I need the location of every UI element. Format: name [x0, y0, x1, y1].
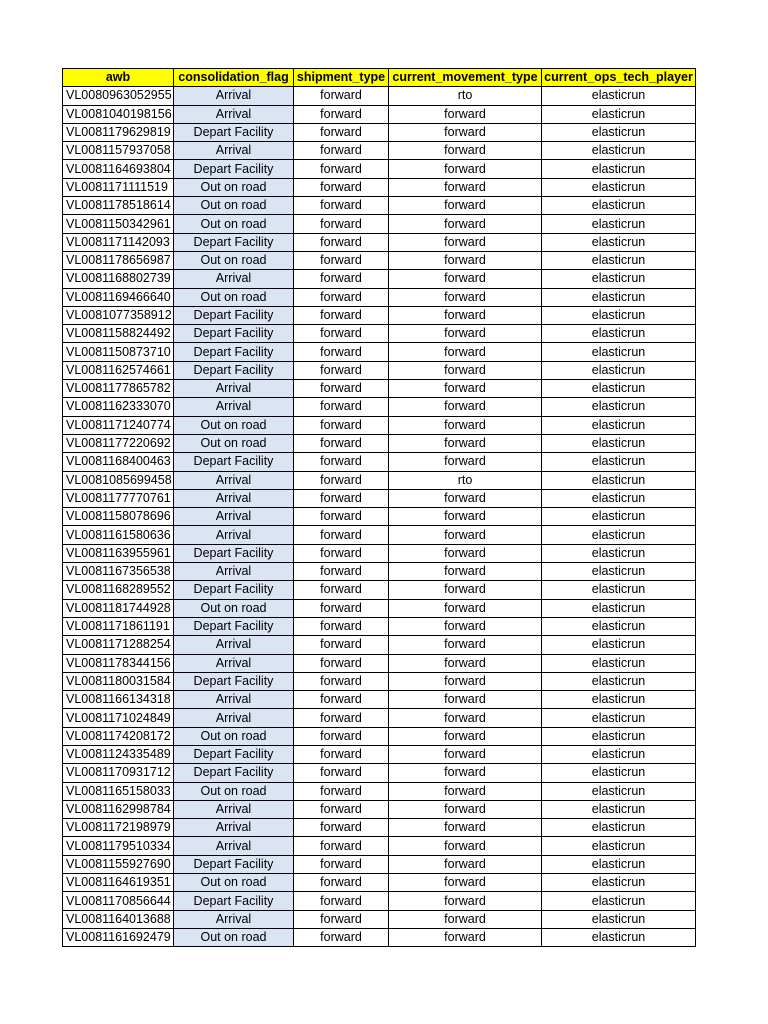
awb-cell: VL0081167356538 — [63, 563, 174, 581]
shipment-type-cell: forward — [294, 654, 389, 672]
awb-cell: VL0080963052955 — [63, 87, 174, 105]
shipment-type-cell: forward — [294, 745, 389, 763]
current-ops-tech-player-cell: elasticrun — [542, 325, 696, 343]
shipment-type-cell: forward — [294, 398, 389, 416]
current-ops-tech-player-cell: elasticrun — [542, 361, 696, 379]
current-movement-type-cell: forward — [389, 251, 542, 269]
table-row — [63, 800, 696, 818]
current-movement-type-cell: forward — [389, 398, 542, 416]
current-movement-type-cell: forward — [389, 142, 542, 160]
header-current-movement-type: current_movement_type — [389, 69, 542, 87]
current-ops-tech-player-cell: elasticrun — [542, 910, 696, 928]
consolidation-flag-cell: Out on road — [174, 874, 294, 892]
awb-cell: VL0081169466640 — [63, 288, 174, 306]
consolidation-flag-cell: Arrival — [174, 380, 294, 398]
awb-cell: VL0081170856644 — [63, 892, 174, 910]
consolidation-flag-cell: Out on road — [174, 178, 294, 196]
consolidation-flag-cell: Arrival — [174, 691, 294, 709]
table-row — [63, 910, 696, 928]
awb-cell: VL0081171288254 — [63, 636, 174, 654]
table-row — [63, 892, 696, 910]
current-movement-type-cell: forward — [389, 526, 542, 544]
current-movement-type-cell: forward — [389, 325, 542, 343]
table-row — [63, 416, 696, 434]
table-row — [63, 178, 696, 196]
awb-cell: VL0081162333070 — [63, 398, 174, 416]
awb-cell: VL0081085699458 — [63, 471, 174, 489]
shipment-type-cell: forward — [294, 270, 389, 288]
table-row — [63, 691, 696, 709]
header-shipment-type: shipment_type — [294, 69, 389, 87]
current-ops-tech-player-cell: elasticrun — [542, 343, 696, 361]
awb-cell: VL0081163955961 — [63, 544, 174, 562]
shipment-type-cell: forward — [294, 416, 389, 434]
current-movement-type-cell: forward — [389, 892, 542, 910]
table-row — [63, 709, 696, 727]
table-row — [63, 380, 696, 398]
current-movement-type-cell: forward — [389, 197, 542, 215]
shipment-type-cell: forward — [294, 691, 389, 709]
awb-cell: VL0081040198156 — [63, 105, 174, 123]
shipment-type-cell: forward — [294, 453, 389, 471]
current-movement-type-cell: rto — [389, 471, 542, 489]
current-ops-tech-player-cell: elasticrun — [542, 617, 696, 635]
current-ops-tech-player-cell: elasticrun — [542, 398, 696, 416]
consolidation-flag-cell: Arrival — [174, 910, 294, 928]
current-ops-tech-player-cell: elasticrun — [542, 855, 696, 873]
shipment-type-cell: forward — [294, 526, 389, 544]
shipment-type-cell: forward — [294, 709, 389, 727]
consolidation-flag-cell: Arrival — [174, 489, 294, 507]
current-movement-type-cell: forward — [389, 764, 542, 782]
awb-cell: VL0081179510334 — [63, 837, 174, 855]
current-ops-tech-player-cell: elasticrun — [542, 764, 696, 782]
table-row — [63, 764, 696, 782]
current-movement-type-cell: forward — [389, 563, 542, 581]
consolidation-flag-cell: Arrival — [174, 636, 294, 654]
table-row — [63, 270, 696, 288]
current-ops-tech-player-cell: elasticrun — [542, 819, 696, 837]
awb-cell: VL0081171111519 — [63, 178, 174, 196]
consolidation-flag-cell: Depart Facility — [174, 160, 294, 178]
current-movement-type-cell: forward — [389, 819, 542, 837]
current-movement-type-cell: forward — [389, 672, 542, 690]
awb-cell: VL0081158824492 — [63, 325, 174, 343]
consolidation-flag-cell: Arrival — [174, 526, 294, 544]
awb-cell: VL0081124335489 — [63, 745, 174, 763]
table-row — [63, 581, 696, 599]
current-movement-type-cell: forward — [389, 800, 542, 818]
table-row — [63, 928, 696, 946]
awb-cell: VL0081179629819 — [63, 123, 174, 141]
header-current-ops-tech-player: current_ops_tech_player — [542, 69, 696, 87]
table-header — [63, 69, 696, 87]
current-movement-type-cell: rto — [389, 87, 542, 105]
shipment-type-cell: forward — [294, 87, 389, 105]
current-movement-type-cell: forward — [389, 343, 542, 361]
awb-cell: VL0081177220692 — [63, 434, 174, 452]
consolidation-flag-cell: Out on road — [174, 599, 294, 617]
current-ops-tech-player-cell: elasticrun — [542, 874, 696, 892]
current-ops-tech-player-cell: elasticrun — [542, 87, 696, 105]
current-ops-tech-player-cell: elasticrun — [542, 837, 696, 855]
awb-cell: VL0081178656987 — [63, 251, 174, 269]
current-ops-tech-player-cell: elasticrun — [542, 526, 696, 544]
consolidation-flag-cell: Arrival — [174, 142, 294, 160]
table-row — [63, 306, 696, 324]
current-ops-tech-player-cell: elasticrun — [542, 160, 696, 178]
current-ops-tech-player-cell: elasticrun — [542, 599, 696, 617]
table-row — [63, 544, 696, 562]
awb-cell: VL0081181744928 — [63, 599, 174, 617]
table-row — [63, 489, 696, 507]
table-row — [63, 636, 696, 654]
current-ops-tech-player-cell: elasticrun — [542, 892, 696, 910]
current-ops-tech-player-cell: elasticrun — [542, 178, 696, 196]
current-ops-tech-player-cell: elasticrun — [542, 123, 696, 141]
table-row — [63, 215, 696, 233]
current-ops-tech-player-cell: elasticrun — [542, 636, 696, 654]
awb-cell: VL0081177865782 — [63, 380, 174, 398]
awb-cell: VL0081158078696 — [63, 508, 174, 526]
table-row — [63, 672, 696, 690]
current-movement-type-cell: forward — [389, 453, 542, 471]
shipment-type-cell: forward — [294, 599, 389, 617]
awb-cell: VL0081171861191 — [63, 617, 174, 635]
table-row — [63, 288, 696, 306]
header-consolidation-flag: consolidation_flag — [174, 69, 294, 87]
current-ops-tech-player-cell: elasticrun — [542, 306, 696, 324]
awb-cell: VL0081162998784 — [63, 800, 174, 818]
current-movement-type-cell: forward — [389, 416, 542, 434]
table-row — [63, 819, 696, 837]
current-movement-type-cell: forward — [389, 874, 542, 892]
table-row — [63, 508, 696, 526]
consolidation-flag-cell: Arrival — [174, 398, 294, 416]
awb-cell: VL0081155927690 — [63, 855, 174, 873]
consolidation-flag-cell: Arrival — [174, 800, 294, 818]
current-movement-type-cell: forward — [389, 380, 542, 398]
current-ops-tech-player-cell: elasticrun — [542, 928, 696, 946]
awb-cell: VL0081165158033 — [63, 782, 174, 800]
current-movement-type-cell: forward — [389, 160, 542, 178]
awb-cell: VL0081168289552 — [63, 581, 174, 599]
consolidation-flag-cell: Depart Facility — [174, 343, 294, 361]
current-movement-type-cell: forward — [389, 617, 542, 635]
consolidation-flag-cell: Arrival — [174, 654, 294, 672]
awb-cell: VL0081164013688 — [63, 910, 174, 928]
shipment-type-cell: forward — [294, 544, 389, 562]
header-row — [63, 69, 696, 87]
awb-cell: VL0081150873710 — [63, 343, 174, 361]
shipment-type-cell: forward — [294, 764, 389, 782]
shipment-type-cell: forward — [294, 325, 389, 343]
current-ops-tech-player-cell: elasticrun — [542, 563, 696, 581]
table-row — [63, 617, 696, 635]
current-ops-tech-player-cell: elasticrun — [542, 727, 696, 745]
current-movement-type-cell: forward — [389, 544, 542, 562]
current-ops-tech-player-cell: elasticrun — [542, 489, 696, 507]
shipment-type-cell: forward — [294, 837, 389, 855]
current-ops-tech-player-cell: elasticrun — [542, 142, 696, 160]
table-row — [63, 745, 696, 763]
table-row — [63, 233, 696, 251]
awb-cell: VL0081171142093 — [63, 233, 174, 251]
table-row — [63, 325, 696, 343]
current-movement-type-cell: forward — [389, 508, 542, 526]
current-ops-tech-player-cell: elasticrun — [542, 745, 696, 763]
header-awb: awb — [63, 69, 174, 87]
awb-cell: VL0081162574661 — [63, 361, 174, 379]
current-ops-tech-player-cell: elasticrun — [542, 782, 696, 800]
consolidation-flag-cell: Out on road — [174, 416, 294, 434]
current-movement-type-cell: forward — [389, 434, 542, 452]
awb-cell: VL0081177770761 — [63, 489, 174, 507]
table-row — [63, 197, 696, 215]
current-ops-tech-player-cell: elasticrun — [542, 453, 696, 471]
consolidation-flag-cell: Out on road — [174, 251, 294, 269]
table-row — [63, 123, 696, 141]
awb-cell: VL0081161692479 — [63, 928, 174, 946]
consolidation-flag-cell: Out on road — [174, 928, 294, 946]
consolidation-flag-cell: Out on road — [174, 288, 294, 306]
shipment-type-cell: forward — [294, 233, 389, 251]
current-ops-tech-player-cell: elasticrun — [542, 672, 696, 690]
current-movement-type-cell: forward — [389, 288, 542, 306]
current-ops-tech-player-cell: elasticrun — [542, 654, 696, 672]
awb-cell: VL0081161580636 — [63, 526, 174, 544]
shipment-type-cell: forward — [294, 617, 389, 635]
shipment-type-cell: forward — [294, 288, 389, 306]
current-movement-type-cell: forward — [389, 270, 542, 288]
consolidation-flag-cell: Arrival — [174, 105, 294, 123]
awb-cell: VL0081180031584 — [63, 672, 174, 690]
current-movement-type-cell: forward — [389, 599, 542, 617]
consolidation-flag-cell: Depart Facility — [174, 764, 294, 782]
shipment-type-cell: forward — [294, 197, 389, 215]
shipment-type-cell: forward — [294, 563, 389, 581]
consolidation-flag-cell: Depart Facility — [174, 233, 294, 251]
table-row — [63, 343, 696, 361]
current-movement-type-cell: forward — [389, 910, 542, 928]
shipment-type-cell: forward — [294, 928, 389, 946]
shipment-type-cell: forward — [294, 581, 389, 599]
current-movement-type-cell: forward — [389, 782, 542, 800]
table-row — [63, 855, 696, 873]
current-movement-type-cell: forward — [389, 691, 542, 709]
current-ops-tech-player-cell: elasticrun — [542, 215, 696, 233]
current-ops-tech-player-cell: elasticrun — [542, 471, 696, 489]
consolidation-flag-cell: Depart Facility — [174, 306, 294, 324]
table-row — [63, 563, 696, 581]
current-ops-tech-player-cell: elasticrun — [542, 197, 696, 215]
current-ops-tech-player-cell: elasticrun — [542, 251, 696, 269]
consolidation-flag-cell: Depart Facility — [174, 544, 294, 562]
consolidation-flag-cell: Arrival — [174, 709, 294, 727]
consolidation-flag-cell: Depart Facility — [174, 672, 294, 690]
shipment-table — [62, 68, 696, 947]
consolidation-flag-cell: Depart Facility — [174, 855, 294, 873]
current-ops-tech-player-cell: elasticrun — [542, 105, 696, 123]
current-ops-tech-player-cell: elasticrun — [542, 288, 696, 306]
shipment-type-cell: forward — [294, 123, 389, 141]
current-ops-tech-player-cell: elasticrun — [542, 581, 696, 599]
awb-cell: VL0081178344156 — [63, 654, 174, 672]
shipment-type-cell: forward — [294, 361, 389, 379]
current-ops-tech-player-cell: elasticrun — [542, 544, 696, 562]
table-row — [63, 398, 696, 416]
shipment-type-cell: forward — [294, 160, 389, 178]
table-row — [63, 251, 696, 269]
shipment-type-cell: forward — [294, 434, 389, 452]
consolidation-flag-cell: Out on road — [174, 197, 294, 215]
shipment-type-cell: forward — [294, 343, 389, 361]
awb-cell: VL0081168400463 — [63, 453, 174, 471]
awb-cell: VL0081170931712 — [63, 764, 174, 782]
consolidation-flag-cell: Arrival — [174, 270, 294, 288]
current-movement-type-cell: forward — [389, 215, 542, 233]
consolidation-flag-cell: Arrival — [174, 508, 294, 526]
current-movement-type-cell: forward — [389, 709, 542, 727]
shipment-type-cell: forward — [294, 782, 389, 800]
consolidation-flag-cell: Depart Facility — [174, 123, 294, 141]
shipment-type-cell: forward — [294, 800, 389, 818]
table-row — [63, 727, 696, 745]
table-body — [63, 87, 696, 947]
current-movement-type-cell: forward — [389, 837, 542, 855]
shipment-type-cell: forward — [294, 306, 389, 324]
shipment-type-cell: forward — [294, 636, 389, 654]
awb-cell: VL0081172198979 — [63, 819, 174, 837]
table-row — [63, 471, 696, 489]
consolidation-flag-cell: Arrival — [174, 563, 294, 581]
consolidation-flag-cell: Depart Facility — [174, 617, 294, 635]
current-movement-type-cell: forward — [389, 727, 542, 745]
table-row — [63, 142, 696, 160]
table-row — [63, 434, 696, 452]
consolidation-flag-cell: Out on road — [174, 215, 294, 233]
current-movement-type-cell: forward — [389, 306, 542, 324]
table-row — [63, 526, 696, 544]
current-movement-type-cell: forward — [389, 178, 542, 196]
current-ops-tech-player-cell: elasticrun — [542, 380, 696, 398]
shipment-type-cell: forward — [294, 215, 389, 233]
consolidation-flag-cell: Depart Facility — [174, 892, 294, 910]
current-movement-type-cell: forward — [389, 855, 542, 873]
consolidation-flag-cell: Arrival — [174, 471, 294, 489]
awb-cell: VL0081166134318 — [63, 691, 174, 709]
shipment-type-cell: forward — [294, 380, 389, 398]
current-movement-type-cell: forward — [389, 105, 542, 123]
consolidation-flag-cell: Depart Facility — [174, 325, 294, 343]
consolidation-flag-cell: Depart Facility — [174, 581, 294, 599]
awb-cell: VL0081168802739 — [63, 270, 174, 288]
consolidation-flag-cell: Depart Facility — [174, 453, 294, 471]
consolidation-flag-cell: Arrival — [174, 87, 294, 105]
shipment-type-cell: forward — [294, 910, 389, 928]
current-movement-type-cell: forward — [389, 361, 542, 379]
table-row — [63, 782, 696, 800]
current-ops-tech-player-cell: elasticrun — [542, 434, 696, 452]
current-ops-tech-player-cell: elasticrun — [542, 508, 696, 526]
current-movement-type-cell: forward — [389, 636, 542, 654]
shipment-type-cell: forward — [294, 142, 389, 160]
shipment-type-cell: forward — [294, 727, 389, 745]
shipment-type-cell: forward — [294, 819, 389, 837]
awb-cell: VL0081164619351 — [63, 874, 174, 892]
current-ops-tech-player-cell: elasticrun — [542, 709, 696, 727]
shipment-type-cell: forward — [294, 105, 389, 123]
consolidation-flag-cell: Depart Facility — [174, 361, 294, 379]
current-movement-type-cell: forward — [389, 745, 542, 763]
consolidation-flag-cell: Out on road — [174, 782, 294, 800]
table-row — [63, 874, 696, 892]
consolidation-flag-cell: Arrival — [174, 837, 294, 855]
table-row — [63, 361, 696, 379]
awb-cell: VL0081178518614 — [63, 197, 174, 215]
awb-cell: VL0081164693804 — [63, 160, 174, 178]
shipment-type-cell: forward — [294, 892, 389, 910]
current-ops-tech-player-cell: elasticrun — [542, 416, 696, 434]
table-row — [63, 105, 696, 123]
consolidation-flag-cell: Arrival — [174, 819, 294, 837]
table-row — [63, 654, 696, 672]
shipment-type-cell: forward — [294, 672, 389, 690]
shipment-type-cell: forward — [294, 251, 389, 269]
awb-cell: VL0081150342961 — [63, 215, 174, 233]
table-row — [63, 160, 696, 178]
awb-cell: VL0081077358912 — [63, 306, 174, 324]
table-row — [63, 453, 696, 471]
current-movement-type-cell: forward — [389, 581, 542, 599]
current-movement-type-cell: forward — [389, 489, 542, 507]
shipment-type-cell: forward — [294, 874, 389, 892]
shipment-type-cell: forward — [294, 855, 389, 873]
shipment-type-cell: forward — [294, 178, 389, 196]
table-row — [63, 837, 696, 855]
table-row — [63, 87, 696, 105]
current-ops-tech-player-cell: elasticrun — [542, 691, 696, 709]
awb-cell: VL0081171240774 — [63, 416, 174, 434]
current-movement-type-cell: forward — [389, 233, 542, 251]
awb-cell: VL0081174208172 — [63, 727, 174, 745]
shipment-type-cell: forward — [294, 489, 389, 507]
consolidation-flag-cell: Out on road — [174, 434, 294, 452]
shipment-type-cell: forward — [294, 508, 389, 526]
consolidation-flag-cell: Depart Facility — [174, 745, 294, 763]
awb-cell: VL0081157937058 — [63, 142, 174, 160]
awb-cell: VL0081171024849 — [63, 709, 174, 727]
shipment-type-cell: forward — [294, 471, 389, 489]
current-ops-tech-player-cell: elasticrun — [542, 233, 696, 251]
table-row — [63, 599, 696, 617]
current-movement-type-cell: forward — [389, 123, 542, 141]
current-ops-tech-player-cell: elasticrun — [542, 800, 696, 818]
consolidation-flag-cell: Out on road — [174, 727, 294, 745]
current-ops-tech-player-cell: elasticrun — [542, 270, 696, 288]
current-movement-type-cell: forward — [389, 654, 542, 672]
current-movement-type-cell: forward — [389, 928, 542, 946]
